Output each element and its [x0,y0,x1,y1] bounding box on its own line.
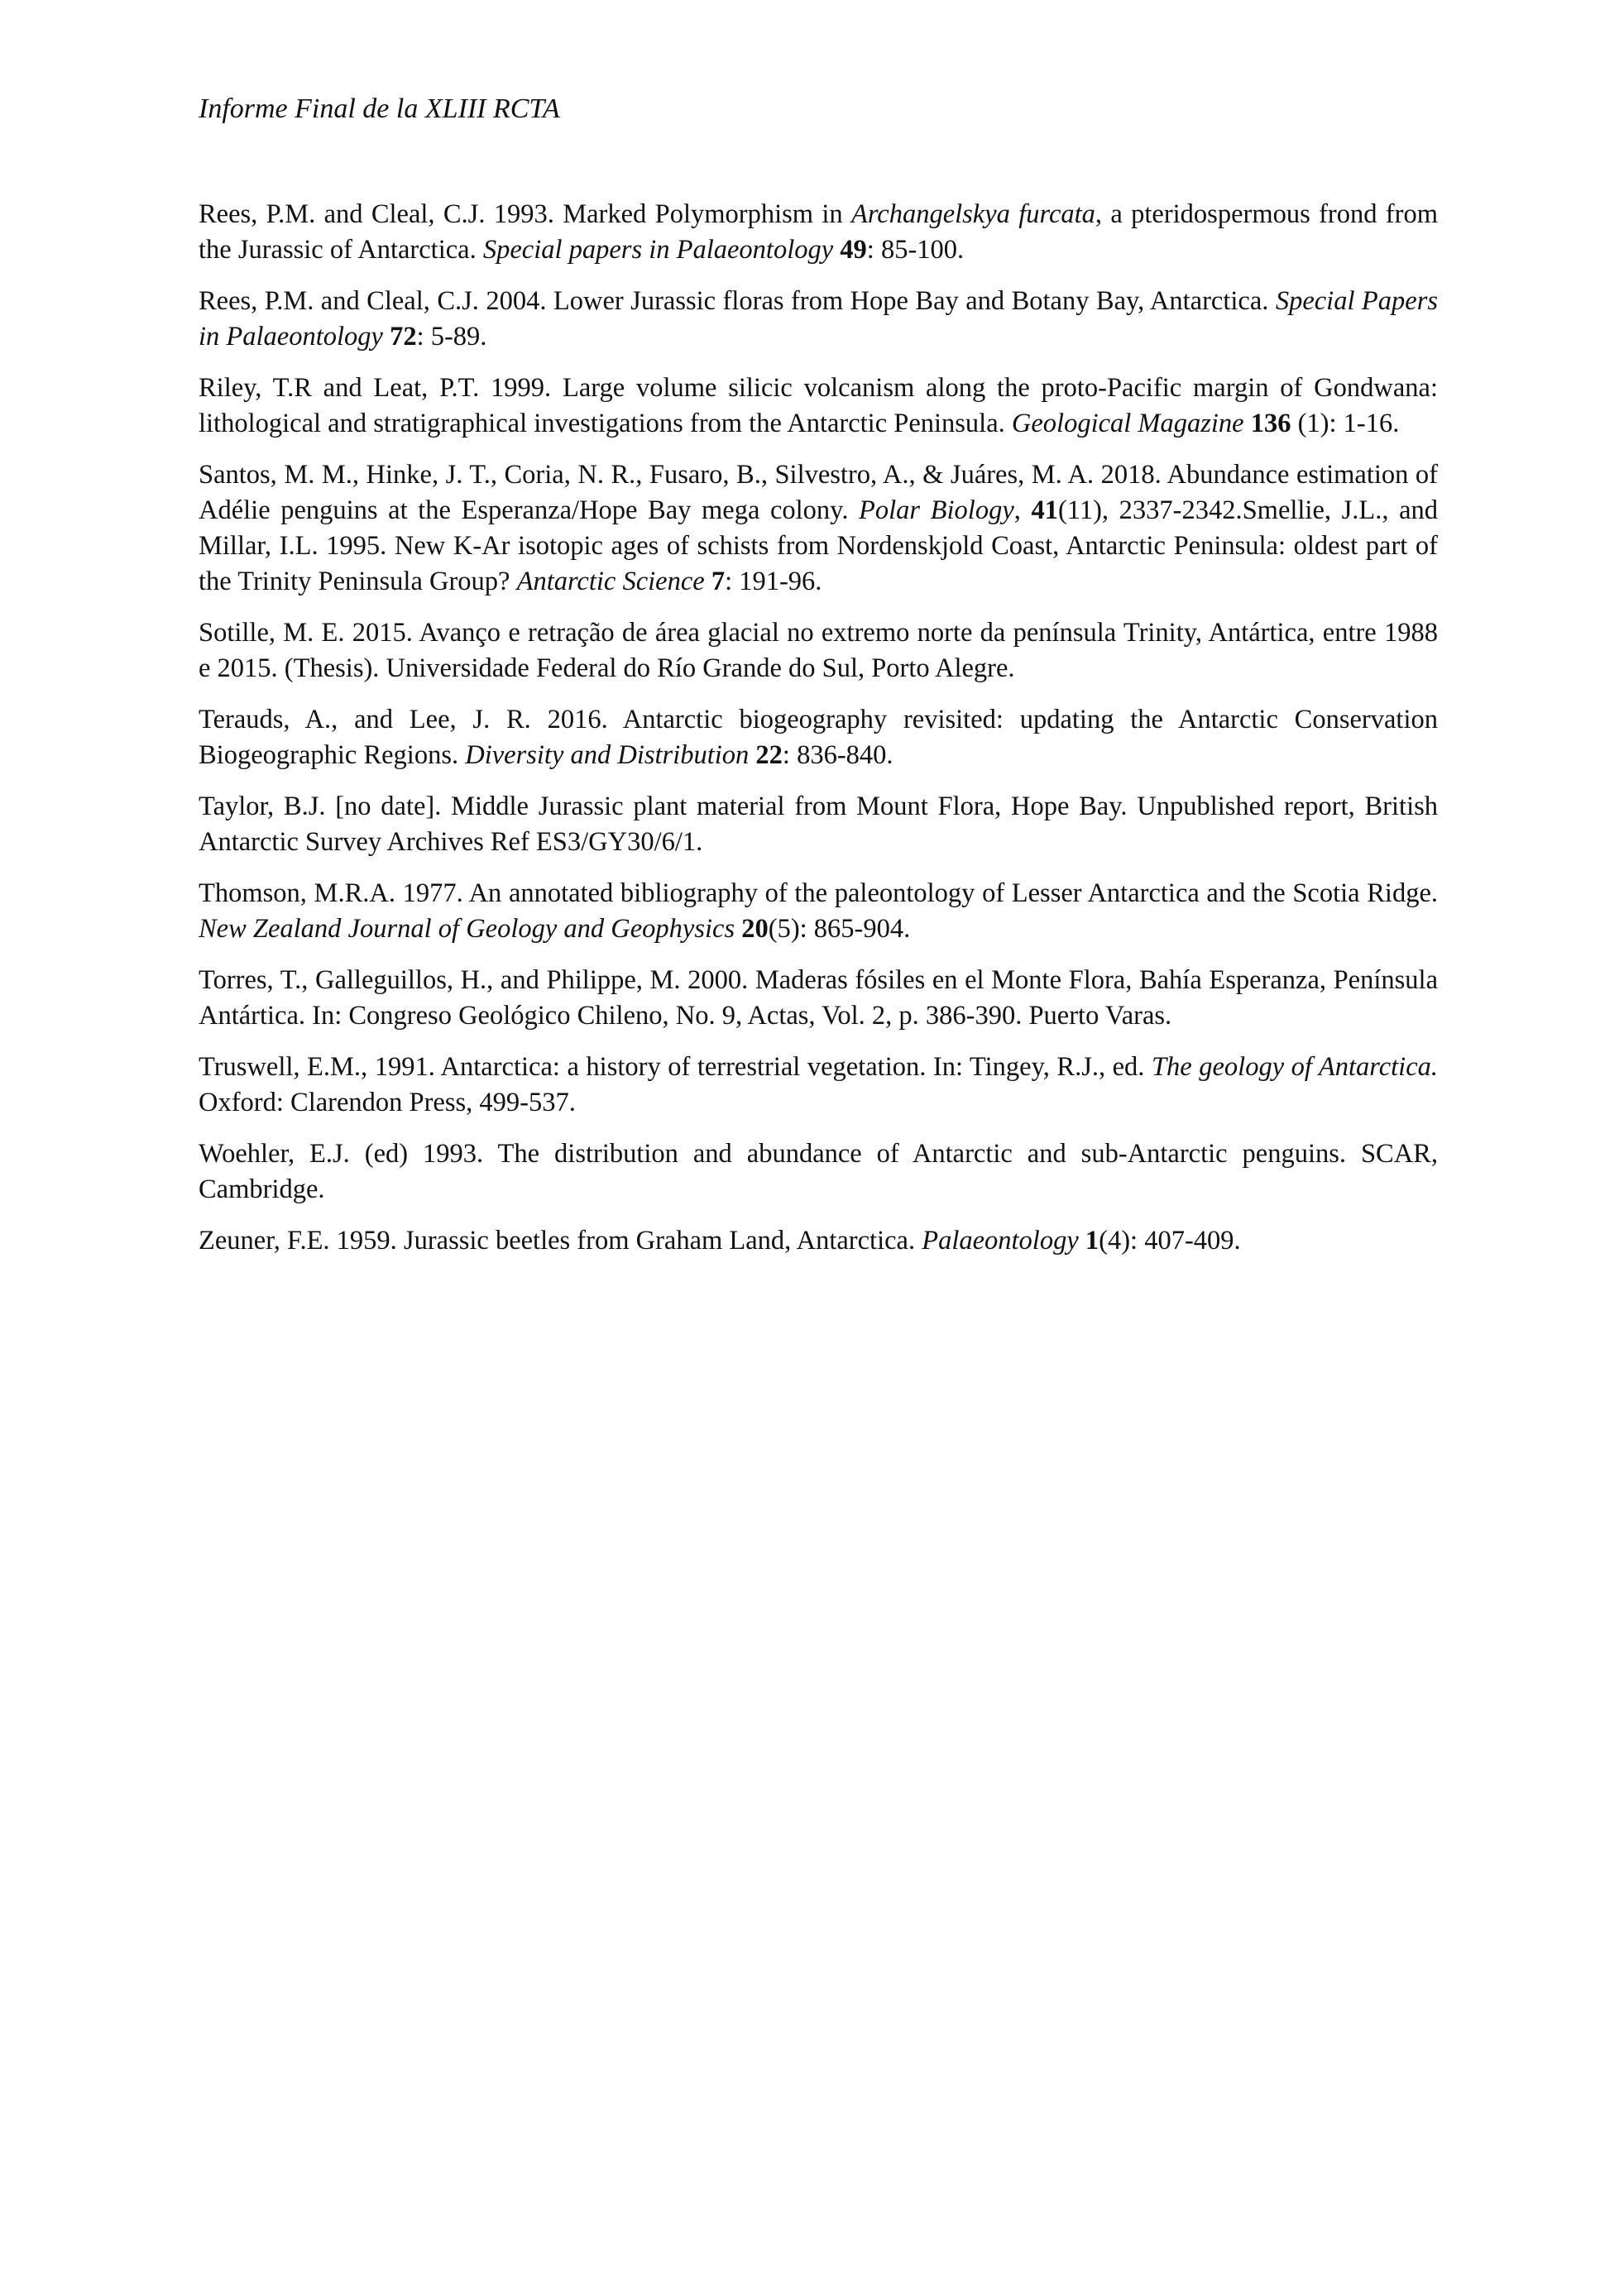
reference-text: Thomson, M.R.A. 1977. An annotated bibliography of the paleontology of Lesser Antarctica and the Scotia Ridge. [199,878,1438,908]
reference-volume-number: 49 [840,235,867,265]
reference-entry [199,963,1438,1034]
reference-volume-number: 41 [1031,495,1058,525]
reference-text: Rees, P.M. and Cleal, C.J. 1993. Marked Polymorphism in [199,199,851,229]
reference-italic-text: Polar Biology [859,495,1014,525]
reference-text: Riley, T.R and Leat, P.T. 1999. Large volume silicic volcanism along the proto-Pacific margin of Gondwana: lithological and stratigraphical investigations from the Antarctic Peninsula. [199,373,1438,438]
reference-text: : 5-89. [416,322,487,352]
reference-volume-number: 7 [711,567,726,596]
reference-text: (4): 407-409. [1099,1226,1241,1256]
reference-text: Terauds, A., and Lee, J. R. 2016. Antarctic biogeography revisited: updating the Antarctic Conservation Biogeographic Regions. [199,705,1438,770]
reference-entry [199,1136,1438,1208]
reference-text: Torres, T., Galleguillos, H., and Philippe, M. 2000. Maderas fósiles en el Monte Flora, Bahía Esperanza, Península Antártica. In: Congreso Geológico Chileno, No. 9, Actas, Vol. 2, p. 386-390. Puerto Varas. [199,965,1438,1031]
reference-text: Zeuner, F.E. 1959. Jurassic beetles from Graham Land, Antarctica. [199,1226,922,1256]
reference-italic-text: Special Papers in Palaeontology [199,286,1439,352]
reference-list [199,197,1438,1275]
reference-italic-text: Special papers in Palaeontology [482,235,834,265]
reference-volume-number: 22 [755,740,783,770]
reference-text [383,322,390,352]
reference-italic-text: Diversity and Distribution [465,740,750,770]
running-header: Informe Final de la XLIII RCTA [199,93,560,124]
reference-entry [199,615,1438,686]
reference-text: Oxford: Clarendon Press, 499-537. [199,1088,576,1117]
reference-volume-number: 1 [1085,1226,1099,1256]
reference-text: (5): 865-904. [768,914,911,944]
reference-text [1079,1226,1085,1256]
reference-text: Rees, P.M. and Cleal, C.J. 2004. Lower Jurassic floras from Hope Bay and Botany Bay, Antarctica. [199,286,1276,316]
reference-text [1244,409,1251,438]
reference-entry [199,371,1438,442]
reference-text: : 836-840. [782,740,893,770]
reference-volume-number: 136 [1250,409,1291,438]
reference-text: Sotille, M. E. 2015. Avanço e retração de área glacial no extremo norte da península Trinity, Antártica, entre 1988 e 2015. (Thesis). Universidade Federal do Río Grande do Sul, Porto Alegre. [199,618,1438,683]
reference-italic-text: Antarctic Science [516,567,705,596]
reference-text: Woehler, E.J. (ed) 1993. The distribution and abundance of Antarctic and sub-Antarctic penguins. SCAR, Cambridge. [199,1139,1438,1204]
reference-entry [199,1223,1438,1259]
reference-italic-text: New Zealand Journal of Geology and Geophysics [199,914,735,944]
reference-entry [199,702,1438,773]
reference-entry [199,457,1438,600]
reference-entry [199,876,1438,947]
reference-text: , a pteridospermous frond from the Jurassic of Antarctica. [199,199,1438,265]
reference-text: Santos, M. M., Hinke, J. T., Coria, N. R., Fusaro, B., Silvestro, A., & Juáres, M. A. 2018. Abundance estimation of Adélie penguins at the Esperanza/Hope Bay mega colony. [199,460,1438,525]
reference-text: , [1013,495,1032,525]
reference-text [705,567,711,596]
reference-italic-text: The geology of Antarctica. [1151,1052,1438,1082]
reference-entry [199,284,1438,355]
reference-text: (1): 1-16. [1291,409,1400,438]
reference-text: Truswell, E.M., 1991. Antarctica: a history of terrestrial vegetation. In: Tingey, R.J., ed. [199,1052,1152,1082]
reference-italic-text: Archangelskya furcata [850,199,1095,229]
reference-text: (11), 2337-2342.Smellie, J.L., and Millar, I.L. 1995. New K-Ar isotopic ages of schists from Nordenskjold Coast, Antarctic Peninsula: oldest part of the Trinity Peninsula Group? [199,495,1438,596]
reference-entry [199,197,1438,268]
reference-volume-number: 20 [741,914,769,944]
reference-entry [199,1050,1438,1121]
reference-italic-text: Geological Magazine [1011,409,1244,438]
reference-italic-text: Palaeontology [922,1226,1079,1256]
reference-text: : 85-100. [866,235,965,265]
reference-text: : 191-96. [725,567,822,596]
reference-entry [199,789,1438,860]
reference-volume-number: 72 [390,322,417,352]
reference-text: Taylor, B.J. [no date]. Middle Jurassic plant material from Mount Flora, Hope Bay. Unpublished report, British Antarctic Survey Archives Ref ES3/GY30/6/1. [199,792,1438,857]
